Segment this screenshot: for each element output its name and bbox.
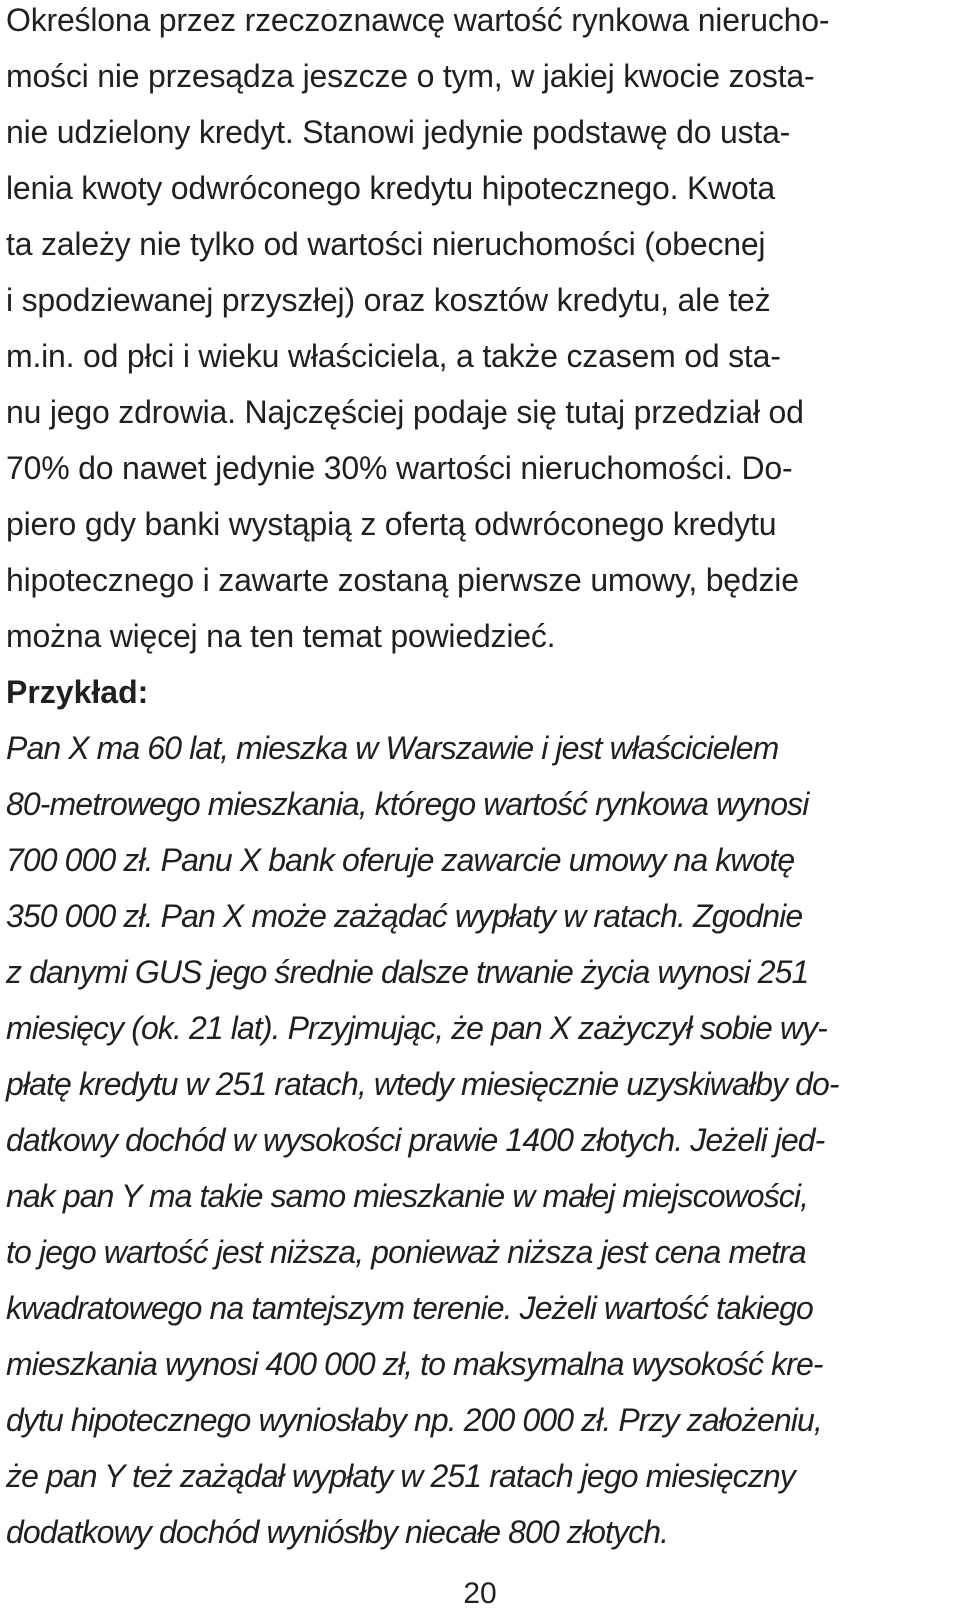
example-line: to jego wartość jest niższa, ponieważ niższa jest cena metra xyxy=(6,1234,806,1270)
text-line: nu jego zdrowia. Najczęściej podaje się tutaj przedział od xyxy=(6,394,804,430)
example-line: dytu hipotecznego wyniosłaby np. 200 000 zł. Przy założeniu, xyxy=(6,1402,822,1438)
page-number: 20 xyxy=(463,1577,497,1610)
example-line: 80-metrowego mieszkania, którego wartość rynkowa wynosi xyxy=(6,786,809,822)
body-paragraph xyxy=(6,0,934,664)
text-line: i spodziewanej przyszłej) oraz kosztów kredytu, ale też xyxy=(6,282,771,318)
text-line: 70% do nawet jedynie 30% wartości nieruchomości. Do- xyxy=(6,450,793,486)
text-line: można więcej na ten temat powiedzieć. xyxy=(6,618,556,654)
example-heading: Przykład: xyxy=(6,674,149,710)
text-line: ta zależy nie tylko od wartości nieruchomości (obecnej xyxy=(6,226,766,262)
example-line: że pan Y też zażądał wypłaty w 251 ratach jego miesięczny xyxy=(6,1458,795,1494)
example-line: kwadratowego na tamtejszym terenie. Jeżeli wartość takiego xyxy=(6,1290,813,1326)
example-paragraph xyxy=(6,720,934,1560)
example-line: 700 000 zł. Panu X bank oferuje zawarcie umowy na kwotę xyxy=(6,842,795,878)
text-line: lenia kwoty odwróconego kredytu hipotecznego. Kwota xyxy=(6,170,775,206)
text-line: piero gdy banki wystąpią z ofertą odwróconego kredytu xyxy=(6,506,777,542)
example-line: miesięcy (ok. 21 lat). Przyjmując, że pan X zażyczył sobie wy- xyxy=(6,1010,827,1046)
text-line: Określona przez rzeczoznawcę wartość rynkowa nierucho- xyxy=(6,2,830,38)
example-line: z danymi GUS jego średnie dalsze trwanie życia wynosi 251 xyxy=(6,954,809,990)
example-line: płatę kredytu w 251 ratach, wtedy miesięcznie uzyskiwałby do- xyxy=(6,1066,839,1102)
document-page xyxy=(6,0,934,1560)
text-line: hipotecznego i zawarte zostaną pierwsze umowy, będzie xyxy=(6,562,799,598)
text-line: mości nie przesądza jeszcze o tym, w jakiej kwocie zosta- xyxy=(6,58,815,94)
example-line: mieszkania wynosi 400 000 zł, to maksymalna wysokość kre- xyxy=(6,1346,823,1382)
example-line: nak pan Y ma takie samo mieszkanie w małej miejscowości, xyxy=(6,1178,809,1214)
text-line: m.in. od płci i wieku właściciela, a także czasem od sta- xyxy=(6,338,781,374)
example-line: Pan X ma 60 lat, mieszka w Warszawie i jest właścicielem xyxy=(6,730,779,766)
text-line: nie udzielony kredyt. Stanowi jedynie podstawę do usta- xyxy=(6,114,791,150)
example-line: 350 000 zł. Pan X może zażądać wypłaty w ratach. Zgodnie xyxy=(6,898,803,934)
example-line: dodatkowy dochód wyniósłby niecałe 800 złotych. xyxy=(6,1514,669,1550)
example-line: datkowy dochód w wysokości prawie 1400 złotych. Jeżeli jed- xyxy=(6,1122,825,1158)
